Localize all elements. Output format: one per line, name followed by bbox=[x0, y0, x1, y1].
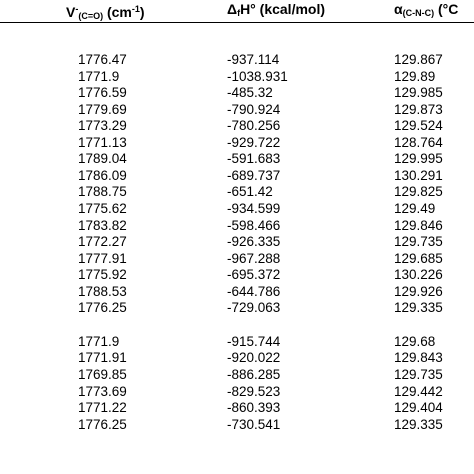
cell-formation-enthalpy: -598.466 bbox=[227, 217, 281, 233]
cell-cnc-angle: 129.735 bbox=[394, 366, 443, 382]
cell-carbonyl-frequency: 1771.13 bbox=[78, 134, 127, 150]
cell-carbonyl-frequency: 1771.91 bbox=[78, 350, 127, 366]
cell-formation-enthalpy: -1038.931 bbox=[227, 68, 288, 84]
cell-formation-enthalpy: -729.063 bbox=[227, 300, 281, 316]
column-header-formation-enthalpy: $\Delta_fH^\circ$ (kcal/mol) bbox=[227, 1, 326, 18]
cell-cnc-angle: 129.89 bbox=[394, 68, 436, 84]
cell-carbonyl-frequency: 1786.09 bbox=[78, 167, 127, 183]
cell-formation-enthalpy: -920.022 bbox=[227, 350, 281, 366]
cell-carbonyl-frequency: 1776.25 bbox=[78, 416, 127, 432]
cell-formation-enthalpy: -967.288 bbox=[227, 250, 281, 266]
cell-formation-enthalpy: -651.42 bbox=[227, 184, 273, 200]
cell-formation-enthalpy: -886.285 bbox=[227, 366, 281, 382]
cell-carbonyl-frequency: 1772.27 bbox=[78, 234, 127, 250]
cell-cnc-angle: 129.524 bbox=[394, 118, 443, 134]
cell-cnc-angle: 129.335 bbox=[394, 416, 443, 432]
cell-cnc-angle: 129.685 bbox=[394, 250, 443, 266]
cell-carbonyl-frequency: 1776.47 bbox=[78, 52, 127, 67]
cell-cnc-angle: 129.68 bbox=[394, 333, 436, 349]
cell-formation-enthalpy: -926.335 bbox=[227, 234, 281, 250]
cell-carbonyl-frequency: 1775.92 bbox=[78, 267, 127, 283]
column-header-cnc-angle: $\alpha_{(C-N-C)}$ (°C bbox=[394, 1, 459, 18]
cell-cnc-angle: 130.291 bbox=[394, 167, 443, 183]
cell-carbonyl-frequency: 1776.59 bbox=[78, 85, 127, 101]
cell-cnc-angle: 130.226 bbox=[394, 267, 443, 283]
cell-cnc-angle: 129.735 bbox=[394, 234, 443, 250]
cell-formation-enthalpy: -937.114 bbox=[227, 52, 280, 67]
cell-cnc-angle: 129.335 bbox=[394, 300, 443, 316]
cell-cnc-angle: 128.764 bbox=[394, 134, 443, 150]
cell-carbonyl-frequency: 1773.29 bbox=[78, 118, 127, 134]
cell-carbonyl-frequency: 1779.69 bbox=[78, 101, 127, 117]
column-header-carbonyl-frequency: $V^-_{(C=O)}$ $(cm^{-1})$ bbox=[66, 4, 145, 21]
cell-formation-enthalpy: -934.599 bbox=[227, 201, 281, 216]
cell-carbonyl-frequency: 1776.25 bbox=[78, 300, 127, 316]
cell-cnc-angle: 129.442 bbox=[394, 383, 443, 399]
cell-formation-enthalpy: -485.32 bbox=[227, 85, 273, 101]
cell-carbonyl-frequency: 1788.53 bbox=[78, 283, 127, 299]
cell-cnc-angle: 129.843 bbox=[394, 350, 443, 366]
cell-formation-enthalpy: -790.924 bbox=[227, 101, 281, 117]
cell-cnc-angle: 129.846 bbox=[394, 217, 443, 233]
cell-carbonyl-frequency: 1773.69 bbox=[78, 383, 127, 399]
cell-formation-enthalpy: -695.372 bbox=[227, 267, 281, 283]
cell-cnc-angle: 129.926 bbox=[394, 283, 443, 299]
cell-formation-enthalpy: -780.256 bbox=[227, 118, 281, 134]
cell-formation-enthalpy: -915.744 bbox=[227, 333, 281, 349]
cell-cnc-angle: 129.49 bbox=[394, 201, 436, 216]
cell-formation-enthalpy: -929.722 bbox=[227, 134, 281, 150]
cell-cnc-angle: 129.995 bbox=[394, 151, 443, 167]
cell-cnc-angle: 129.985 bbox=[394, 85, 443, 101]
cell-carbonyl-frequency: 1789.04 bbox=[78, 151, 127, 167]
cell-carbonyl-frequency: 1769.85 bbox=[78, 366, 127, 382]
header-rule bbox=[0, 22, 474, 23]
cell-formation-enthalpy: -591.683 bbox=[227, 151, 281, 167]
cell-formation-enthalpy: -730.541 bbox=[227, 416, 281, 432]
cell-carbonyl-frequency: 1777.91 bbox=[78, 250, 127, 266]
cell-formation-enthalpy: -644.786 bbox=[227, 283, 281, 299]
cell-carbonyl-frequency: 1771.22 bbox=[78, 400, 127, 415]
cell-carbonyl-frequency: 1775.62 bbox=[78, 201, 127, 216]
cell-cnc-angle: 129.825 bbox=[394, 184, 443, 200]
cell-carbonyl-frequency: 1783.82 bbox=[78, 217, 127, 233]
cell-cnc-angle: 129.404 bbox=[394, 400, 443, 415]
cell-carbonyl-frequency: 1771.9 bbox=[78, 68, 120, 84]
cell-formation-enthalpy: -860.393 bbox=[227, 400, 281, 415]
cell-cnc-angle: 129.873 bbox=[394, 101, 443, 117]
cell-carbonyl-frequency: 1788.75 bbox=[78, 184, 127, 200]
cell-cnc-angle: 129.867 bbox=[394, 52, 443, 67]
cell-carbonyl-frequency: 1771.9 bbox=[78, 333, 120, 349]
cell-formation-enthalpy: -829.523 bbox=[227, 383, 281, 399]
cell-formation-enthalpy: -689.737 bbox=[227, 167, 281, 183]
